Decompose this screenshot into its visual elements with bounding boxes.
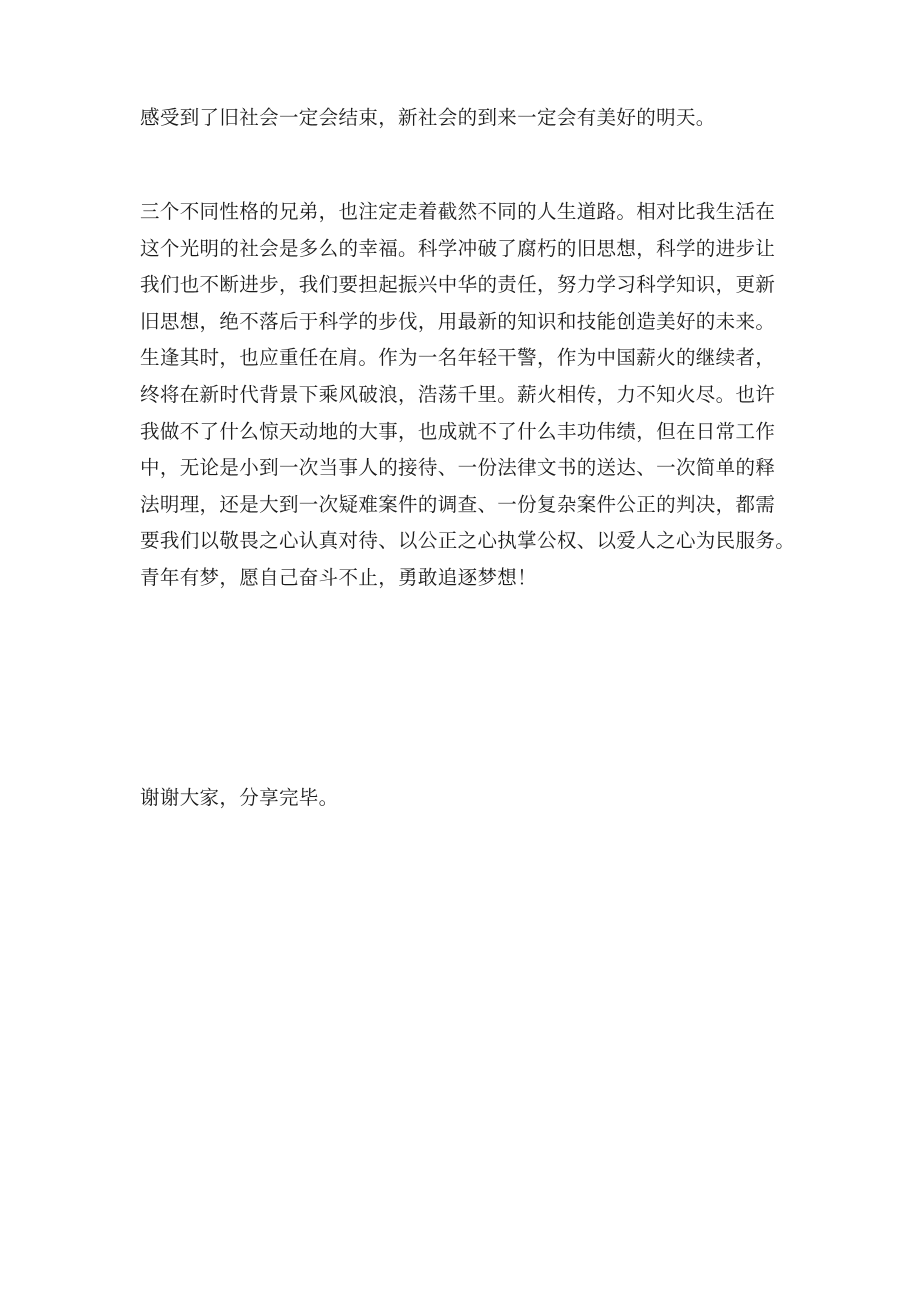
text-line: 这个光明的社会是多么的幸福。科学冲破了腐朽的旧思想，科学的进步让 xyxy=(140,236,776,260)
text-line: 旧思想，绝不落后于科学的步伐，用最新的知识和技能创造美好的未来。 xyxy=(140,309,776,333)
text-line: 我们也不断进步，我们要担起振兴中华的责任，努力学习科学知识，更新 xyxy=(140,273,776,297)
text-line: 中，无论是小到一次当事人的接待、一份法律文书的送达、一次简单的释 xyxy=(140,456,776,480)
text-line: 三个不同性格的兄弟，也注定走着截然不同的人生道路。相对比我生活在 xyxy=(140,200,776,223)
text-line: 生逢其时，也应重任在肩。作为一名年轻干警，作为中国薪火的继续者， xyxy=(140,346,776,370)
text-line: 感受到了旧社会一定会结束，新社会的到来一定会有美好的明天。 xyxy=(140,106,716,129)
text-line: 我做不了什么惊天动地的大事，也成就不了什么丰功伟绩，但在日常工作 xyxy=(140,419,776,443)
text-line: 青年有梦，愿自己奋斗不止，勇敢追逐梦想！ xyxy=(140,565,538,589)
text-line: 法明理，还是大到一次疑难案件的调查、一份复杂案件公正的判决，都需 xyxy=(140,492,776,516)
paragraph-body xyxy=(140,194,800,597)
text-line: 终将在新时代背景下乘风破浪，浩荡千里。薪火相传，力不知火尽。也许 xyxy=(140,382,776,406)
text-line: 谢谢大家，分享完毕。 xyxy=(140,786,339,809)
paragraph-intro xyxy=(140,100,800,137)
text-line: 要我们以敬畏之心认真对待、以公正之心执掌公权、以爱人之心为民服务。 xyxy=(140,529,796,553)
paragraph-closing xyxy=(140,780,800,817)
